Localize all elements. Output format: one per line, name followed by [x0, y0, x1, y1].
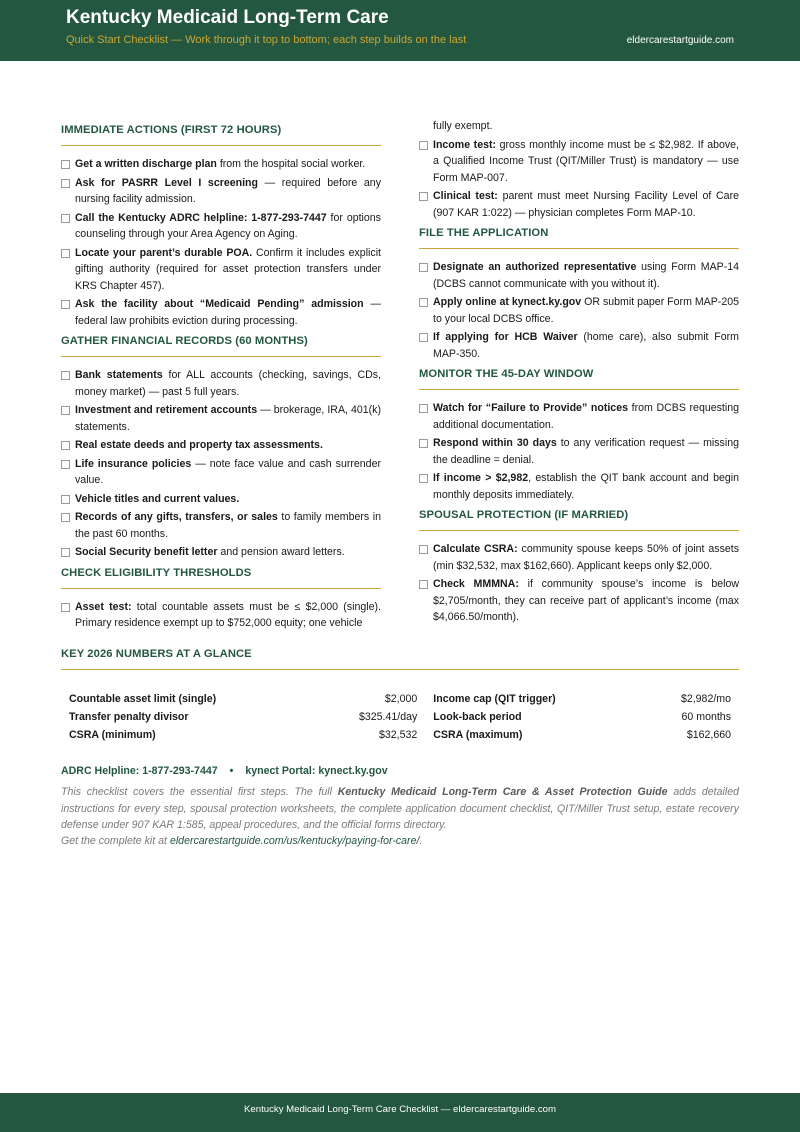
number-value: $32,532 [378, 729, 418, 741]
item-heading: Income test: [433, 138, 497, 151]
checkbox-icon[interactable] [61, 513, 70, 522]
item-heading: Ask for PASRR Level I screening [75, 176, 258, 189]
page-header [0, 0, 800, 61]
item-text: from the hospital social worker. [216, 158, 366, 170]
section-title-spousal: SPOUSAL PROTECTION (IF MARRIED) [419, 509, 739, 531]
checkbox-icon[interactable] [419, 439, 428, 448]
item-text: using Form MAP-14 (DCBS cannot communicate with you without it). [433, 261, 740, 290]
checkbox-icon[interactable] [419, 580, 428, 589]
table-row [61, 690, 739, 708]
item-text: , establish the QIT bank account and begin monthly deposits immediately. [433, 472, 739, 501]
number-label: Countable asset limit (single) [69, 693, 217, 705]
item-text: total countable assets must be ≤ $2,000 (single). Primary residence exempt up to $752,000 equity; one vehicle [75, 600, 381, 629]
checkbox-icon[interactable] [419, 474, 428, 483]
item-text: if community spouse’s income is below $2,705/month, they can receive part of applicant’s income (max $4,066.50/month). [433, 578, 739, 623]
section-title-file: FILE THE APPLICATION [419, 227, 739, 249]
item-heading: Get a written discharge plan [75, 158, 217, 170]
page-subtitle: Quick Start Checklist — Work through it top to bottom; each step builds on the last [66, 34, 467, 46]
item-heading: Call the Kentucky ADRC helpline: 1-877-293-7447 [75, 211, 327, 224]
kit-link[interactable]: eldercarestartguide.com/us/kentucky/paying-for-care/ [169, 835, 420, 847]
number-value: 60 months [681, 711, 731, 723]
checkbox-icon[interactable] [419, 298, 428, 307]
guide-title: Kentucky Medicaid Long-Term Care & Asset Protection Guide [337, 786, 668, 798]
left-column [61, 124, 381, 638]
checklist-item[interactable] [419, 470, 739, 503]
kit-text: Get the complete kit at [61, 835, 170, 847]
checklist-item[interactable] [61, 491, 381, 508]
checkbox-icon[interactable] [419, 404, 428, 413]
item-text: OR submit paper Form MAP-205 to your local DCBS office. [433, 296, 740, 325]
item-heading: Real estate deeds and property tax assessments. [75, 439, 323, 451]
checklist-item[interactable] [419, 400, 739, 433]
checkbox-icon[interactable] [61, 460, 70, 469]
header-site: eldercarestartguide.com [626, 35, 734, 46]
checklist-item[interactable] [61, 175, 381, 208]
checklist-immediate [61, 156, 381, 329]
checklist-monitor [419, 400, 739, 503]
checkbox-icon[interactable] [61, 603, 70, 612]
checklist-item[interactable] [419, 435, 739, 468]
item-heading: If income > $2,982 [433, 472, 529, 484]
checklist-item[interactable] [61, 544, 381, 561]
item-text: gross monthly income must be ≤ $2,982. If above, a Qualified Income Trust (QIT/Miller Trust) is mandatory — use Form MAP-007. [433, 138, 740, 184]
checkbox-icon[interactable] [419, 192, 428, 201]
checklist-item[interactable] [61, 599, 381, 632]
checklist-eligibility [61, 599, 381, 632]
item-heading: If applying for HCB Waiver [433, 331, 578, 343]
right-column [419, 120, 740, 632]
item-heading: Records of any gifts, transfers, or sales [75, 511, 278, 523]
adrc-helpline[interactable]: ADRC Helpline: 1-877-293-7447 [61, 765, 218, 777]
guide-note [61, 784, 739, 834]
checkbox-icon[interactable] [61, 249, 70, 258]
footer-text: Kentucky Medicaid Long-Term Care Checklist — eldercarestartguide.com [244, 1104, 556, 1115]
key-numbers [61, 648, 739, 744]
checklist-item[interactable] [61, 367, 381, 400]
number-label: CSRA (maximum) [433, 729, 523, 741]
section-title-immediate: IMMEDIATE ACTIONS (FIRST 72 HOURS) [61, 124, 381, 146]
item-heading: Clinical test: [433, 190, 498, 202]
checklist-item[interactable] [61, 509, 381, 542]
note-text-post: adds detailed instructions for every step, spousal protection worksheets, the complete application document checklist, QIT/Miller Trust setup, estate recovery defense under 907 KAR 1:585, appeal procedures, and the official forms directory. [61, 786, 739, 831]
checkbox-icon[interactable] [61, 160, 70, 169]
item-heading: Ask the facility about “Medicaid Pending” admission [75, 298, 364, 310]
checklist-item[interactable] [61, 456, 381, 489]
item-heading: Vehicle titles and current values. [75, 492, 240, 505]
checkbox-icon[interactable] [61, 441, 70, 450]
item-text: for options counseling through your Area Agency on Aging. [75, 211, 381, 240]
item-heading: Social Security benefit letter [75, 546, 218, 558]
item-text: parent must meet Nursing Facility Level of Care (907 KAR 1:022) — physician completes Form MAP-10. [433, 190, 739, 219]
number-label: Income cap (QIT trigger) [433, 693, 556, 705]
number-value: $325.41/day [358, 711, 418, 723]
item-text: (home care), also submit Form MAP-350. [433, 331, 739, 360]
checkbox-icon[interactable] [61, 371, 70, 380]
item-heading: Designate an authorized representative [433, 261, 637, 273]
item-text: Confirm it includes explicit gifting authority (required for asset protection transfers under KRS Chapter 457). [75, 246, 382, 292]
number-label: CSRA (minimum) [69, 729, 156, 741]
checkbox-icon[interactable] [61, 406, 70, 415]
item-text: community spouse keeps 50% of joint assets (min $32,532, max $162,660). Applicant keeps only $2,000. [433, 543, 740, 572]
item-text: — brokerage, IRA, 401(k) statements. [75, 404, 381, 433]
number-label: Look-back period [433, 711, 522, 723]
section-title-key-numbers: KEY 2026 NUMBERS AT A GLANCE [61, 648, 739, 670]
item-text: — required before any nursing facility admission. [75, 176, 381, 205]
checklist-item[interactable] [61, 437, 381, 454]
key-numbers-table [61, 690, 739, 744]
checkbox-icon[interactable] [419, 141, 428, 150]
item-heading: Life insurance policies [75, 457, 192, 470]
checklist-item[interactable] [61, 402, 381, 435]
checklist-item[interactable] [61, 210, 381, 243]
checkbox-icon[interactable] [419, 545, 428, 554]
checkbox-icon[interactable] [419, 333, 428, 342]
section-title-monitor: MONITOR THE 45-DAY WINDOW [419, 368, 739, 390]
checkbox-icon[interactable] [419, 263, 428, 272]
number-label: Transfer penalty divisor [69, 711, 189, 723]
item-heading: Watch for “Failure to Provide” notices [433, 402, 628, 414]
item-heading: Bank statements [75, 369, 163, 381]
table-row [61, 708, 739, 726]
section-title-eligibility: CHECK ELIGIBILITY THRESHOLDS [61, 567, 381, 589]
checklist-file [419, 259, 739, 362]
contact-line [61, 765, 388, 777]
kynect-portal[interactable]: kynect Portal: kynect.ky.gov [245, 765, 388, 777]
checkbox-icon[interactable] [61, 300, 70, 309]
checklist-item[interactable] [61, 156, 381, 173]
checklist-spousal [419, 541, 739, 626]
number-value: $2,000 [384, 693, 418, 705]
item-heading: Locate your parent’s durable POA. [75, 246, 253, 259]
number-value: $2,982/mo [680, 693, 731, 705]
note-text-pre: This checklist covers the essential first steps. The full [61, 786, 338, 798]
checkbox-icon[interactable] [61, 214, 70, 223]
item-heading: Calculate CSRA: [433, 543, 518, 555]
checkbox-icon[interactable] [61, 548, 70, 557]
checklist-continuation: fully exempt. [433, 120, 493, 132]
item-text: for ALL accounts (checking, savings, CDs, money market) — past 5 full years. [75, 369, 381, 398]
item-text: — federal law prohibits eviction during processing. [75, 298, 381, 327]
checklist-item[interactable] [419, 137, 739, 187]
item-text: from DCBS requesting additional documentation. [433, 402, 739, 431]
item-heading: Apply online at kynect.ky.gov [433, 296, 582, 308]
item-heading: Respond within 30 days [433, 437, 557, 449]
item-text: to any verification request — missing the deadline = denial. [433, 437, 739, 466]
item-text: to family members in the past 60 months. [75, 511, 381, 540]
separator-dot: • [229, 765, 234, 777]
item-heading: Check MMMNA: [433, 578, 519, 590]
checklist-item[interactable] [419, 188, 739, 221]
kit-text-end: . [419, 835, 423, 847]
item-text: and pension award letters. [217, 546, 345, 558]
checklist-financial [61, 367, 381, 561]
table-row [61, 726, 739, 744]
item-text: — note face value and cash surrender value. [75, 457, 381, 486]
checklist-item[interactable] [419, 576, 739, 626]
kit-line [61, 835, 422, 847]
checklist-item[interactable] [61, 245, 381, 295]
section-title-financial: GATHER FINANCIAL RECORDS (60 MONTHS) [61, 335, 381, 357]
checkbox-icon[interactable] [61, 495, 70, 504]
item-heading: Asset test: [75, 600, 132, 613]
item-heading: Investment and retirement accounts [75, 404, 258, 416]
checklist-item[interactable] [419, 329, 739, 362]
checkbox-icon[interactable] [61, 179, 70, 188]
page-footer [0, 1093, 800, 1132]
number-value: $162,660 [686, 729, 731, 741]
checklist-item[interactable] [419, 259, 739, 292]
checklist-item[interactable] [61, 296, 381, 329]
checklist-item[interactable] [419, 541, 739, 574]
checklist-item[interactable] [419, 294, 739, 327]
checklist-eligibility-continued [419, 137, 739, 222]
page-title: Kentucky Medicaid Long-Term Care [66, 7, 389, 28]
